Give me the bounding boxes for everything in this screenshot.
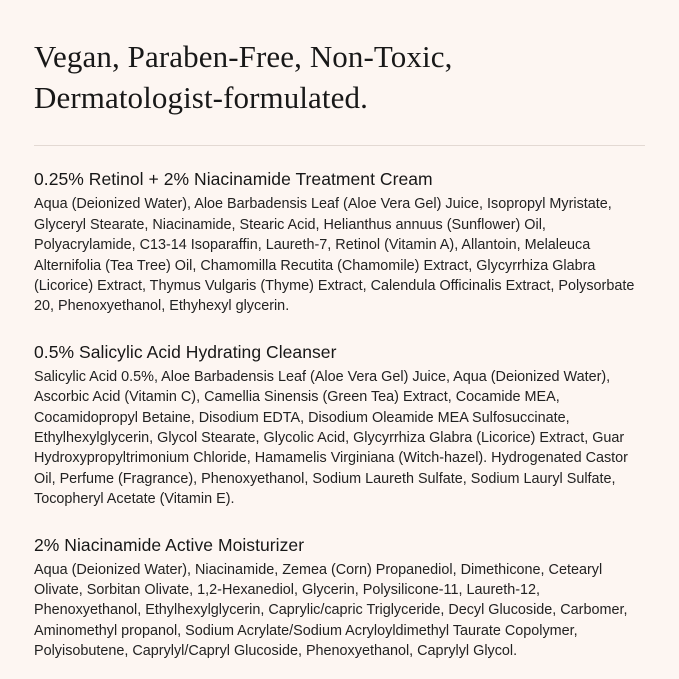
horizontal-divider: [34, 145, 645, 146]
ingredient-list: Salicylic Acid 0.5%, Aloe Barbadensis Leaf (Aloe Vera Gel) Juice, Aqua (Deionized Water), Ascorbic Acid (Vitamin C), Camellia Sinensis (Green Tea) Extract, Cocamide MEA, Cocamidopropyl Betaine, Disodium EDTA, Disodium Oleamide MEA Sulfosuccinate, Ethylhexylglycerin, Glycol Stearate, Glycolic Acid, Glycyrrhiza Glabra (Licorice) Extract, Guar Hydroxypropyltrimonium Chloride, Hamamelis Virginiana (Witch-hazel). Hydrogenated Castor Oil, Perfume (Fragrance), Phenoxyethanol, Sodium Laureth Sulfate, Sodium Lauryl Sulfate, Tocopheryl Acetate (Vitamin E).: [34, 368, 628, 508]
ingredient-section-hydrating-cleanser: [34, 341, 645, 510]
ingredient-section-active-moisturizer: [34, 534, 645, 662]
page-title: Vegan, Paraben-Free, Non-Toxic, Dermatologist-formulated.: [34, 39, 453, 116]
ingredient-section-treatment-cream: [34, 168, 645, 316]
section-title: 0.25% Retinol + 2% Niacinamide Treatment Cream: [34, 169, 433, 190]
ingredient-list: Aqua (Deionized Water), Niacinamide, Zemea (Corn) Propanediol, Dimethicone, Cetearyl Olivate, Sorbitan Olivate, 1,2-Hexanediol, Glycerin, Polysilicone-11, Laureth-12, Phenoxyethanol, Ethylhexylglycerin, Caprylic/capric Triglyceride, Decyl Glucoside, Carbomer, Aminomethyl propanol, Sodium Acrylate/Sodium Acryloyldimethyl Taurate Copolymer, Polyisobutene, Caprylyl/Capryl Glucoside, Phenoxyethanol, Caprylyl Glycol.: [34, 561, 628, 660]
section-title: 2% Niacinamide Active Moisturizer: [34, 534, 305, 555]
ingredient-list: Aqua (Deionized Water), Aloe Barbadensis Leaf (Aloe Vera Gel) Juice, Isopropyl Myristate, Glyceryl Stearate, Niacinamide, Stearic Acid, Helianthus annuus (Sunflower) Oil, Polyacrylamide, C13-14 Isoparaffin, Laureth-7, Retinol (Vitamin A), Allantoin, Melaleuca Alternifolia (Tea Tree) Oil, Chamomilla Recutita (Chamomile) Extract, Glycyrrhiza Glabra (Licorice) Extract, Thymus Vulgaris (Thyme) Extract, Calendula Officinalis Extract, Polysorbate 20, Phenoxyethanol, Ethyhexyl glycerin.: [34, 196, 635, 315]
section-title: 0.5% Salicylic Acid Hydrating Cleanser: [34, 341, 337, 362]
